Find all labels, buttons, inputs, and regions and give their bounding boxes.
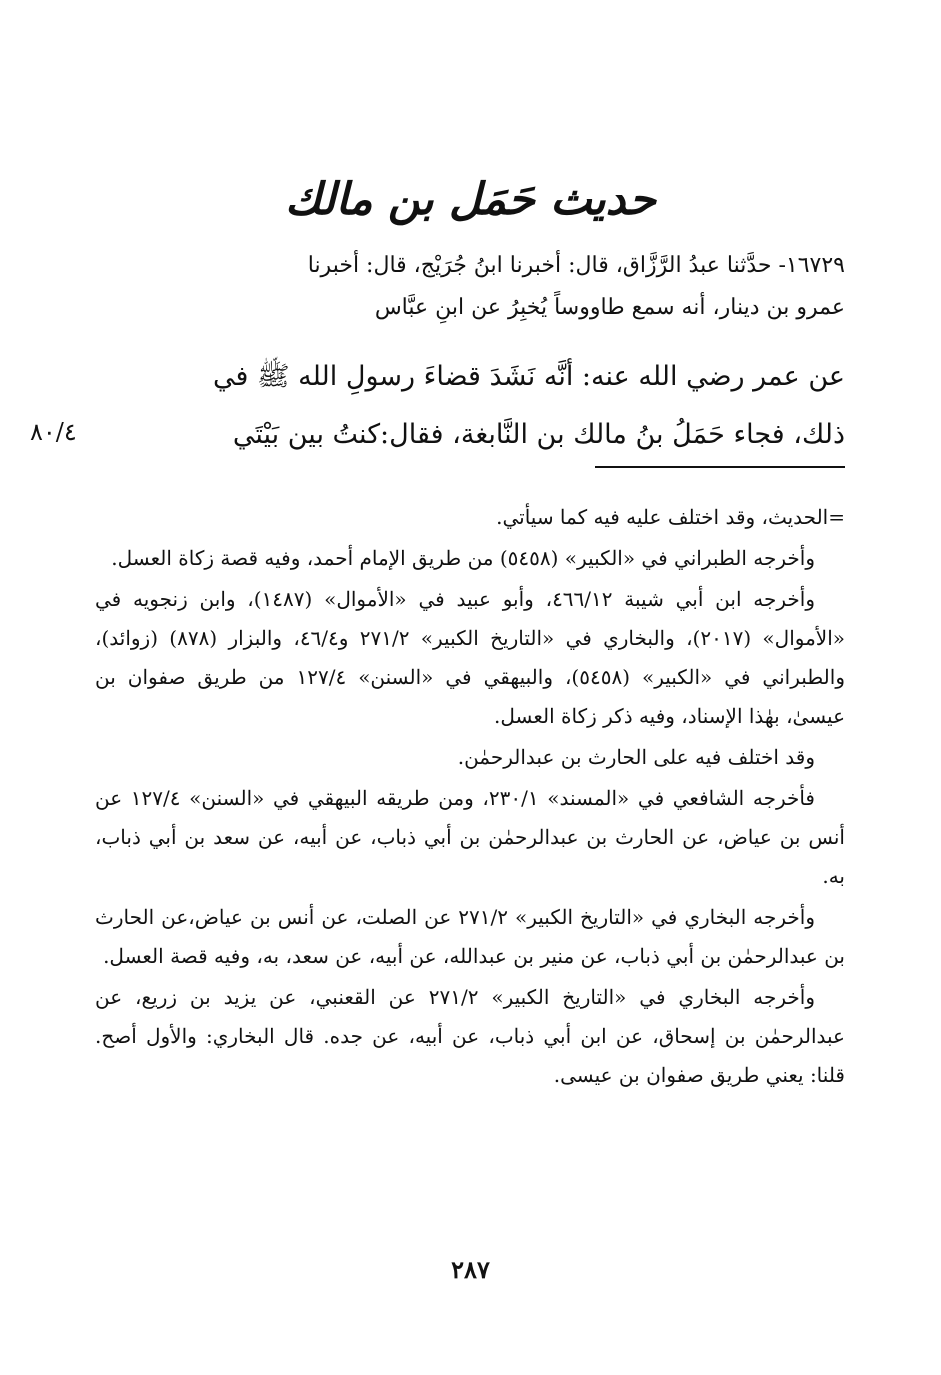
hadith-text (95, 348, 845, 464)
footnote-paragraph: وقد اختلف فيه على الحارث بن عبدالرحمٰن. (457, 745, 815, 769)
footnote-divider (595, 466, 845, 468)
footnote-paragraph: وأخرجه البخاري في «التاريخ الكبير» ٢٧١/٢ عن الصلت، عن أنس بن عياض،عن الحارث بن عبدالرحمٰن بن أبي ذباب، عن منير بن عبدالله، عن أبيه، عن سعد، به، وفيه قصة العسل. (95, 905, 845, 968)
footnotes (95, 498, 845, 1097)
footnote-paragraph: =الحديث، وقد اختلف عليه فيه كما سيأتي. (496, 505, 845, 529)
margin-volume-reference: ٨٠/٤ (30, 418, 77, 446)
hadith-text-line: عن عمر رضي الله عنه: أنَّه نَشَدَ قضاءَ رسولِ الله ﷺ في (212, 361, 845, 392)
hadith-text-line: ذلك، فجاء حَمَلُ بنُ مالك بن النَّابغة، فقال:كنتُ بين بَيْتَي (232, 419, 845, 450)
page-number: ٢٨٧ (451, 1255, 490, 1284)
hadith-chain (95, 245, 845, 329)
footnote-paragraph: فأخرجه الشافعي في «المسند» ٢٣٠/١، ومن طريقه البيهقي في «السنن» ١٢٧/٤ عن أنس بن عياض، عن الحارث بن عبدالرحمٰن بن أبي ذباب، عن أبيه، عن سعد بن أبي ذباب، به. (95, 786, 845, 888)
footnote-paragraph: وأخرجه ابن أبي شيبة ٤٦٦/١٢، وأبو عبيد في «الأموال» (١٤٨٧)، وابن زنجويه في «الأموال» (٢٠١٧)، والبخاري في «التاريخ الكبير» ٢٧١/٢ و٤٦/٤، والبزار (٨٧٨) (زوائد)، والطبراني في «الكبير» (٥٤٥٨)، والبيهقي في «السنن» ١٢٧/٤ من طريق صفوان بن عيسىٰ، بهٰذا الإسناد، وفيه ذكر زكاة العسل. (95, 587, 845, 728)
footnote-paragraph: وأخرجه الطبراني في «الكبير» (٥٤٥٨) من طريق الإمام أحمد، وفيه قصة زكاة العسل. (111, 546, 815, 570)
hadith-chain-line: ١٦٧٢٩- حدَّثنا عبدُ الرَّزَّاق، قال: أخبرنا ابنُ جُرَيْج، قال: أخبرنا (307, 253, 845, 278)
hadith-chain-line: عمرو بن دينار، أنه سمع طاووساً يُخبِرُ عن ابنِ عبَّاس (374, 295, 845, 320)
footnote-paragraph: وأخرجه البخاري في «التاريخ الكبير» ٢٧١/٢ عن القعنبي، عن يزيد بن زريع، عن عبدالرحمٰن بن إسحاق، عن ابن أبي ذباب، عن أبيه، عن جده. قال البخاري: والأول أصح. قلنا: يعني طريق صفوان بن عيسى. (95, 985, 845, 1087)
chapter-title: حديث حَمَل بن مالك (285, 174, 656, 225)
